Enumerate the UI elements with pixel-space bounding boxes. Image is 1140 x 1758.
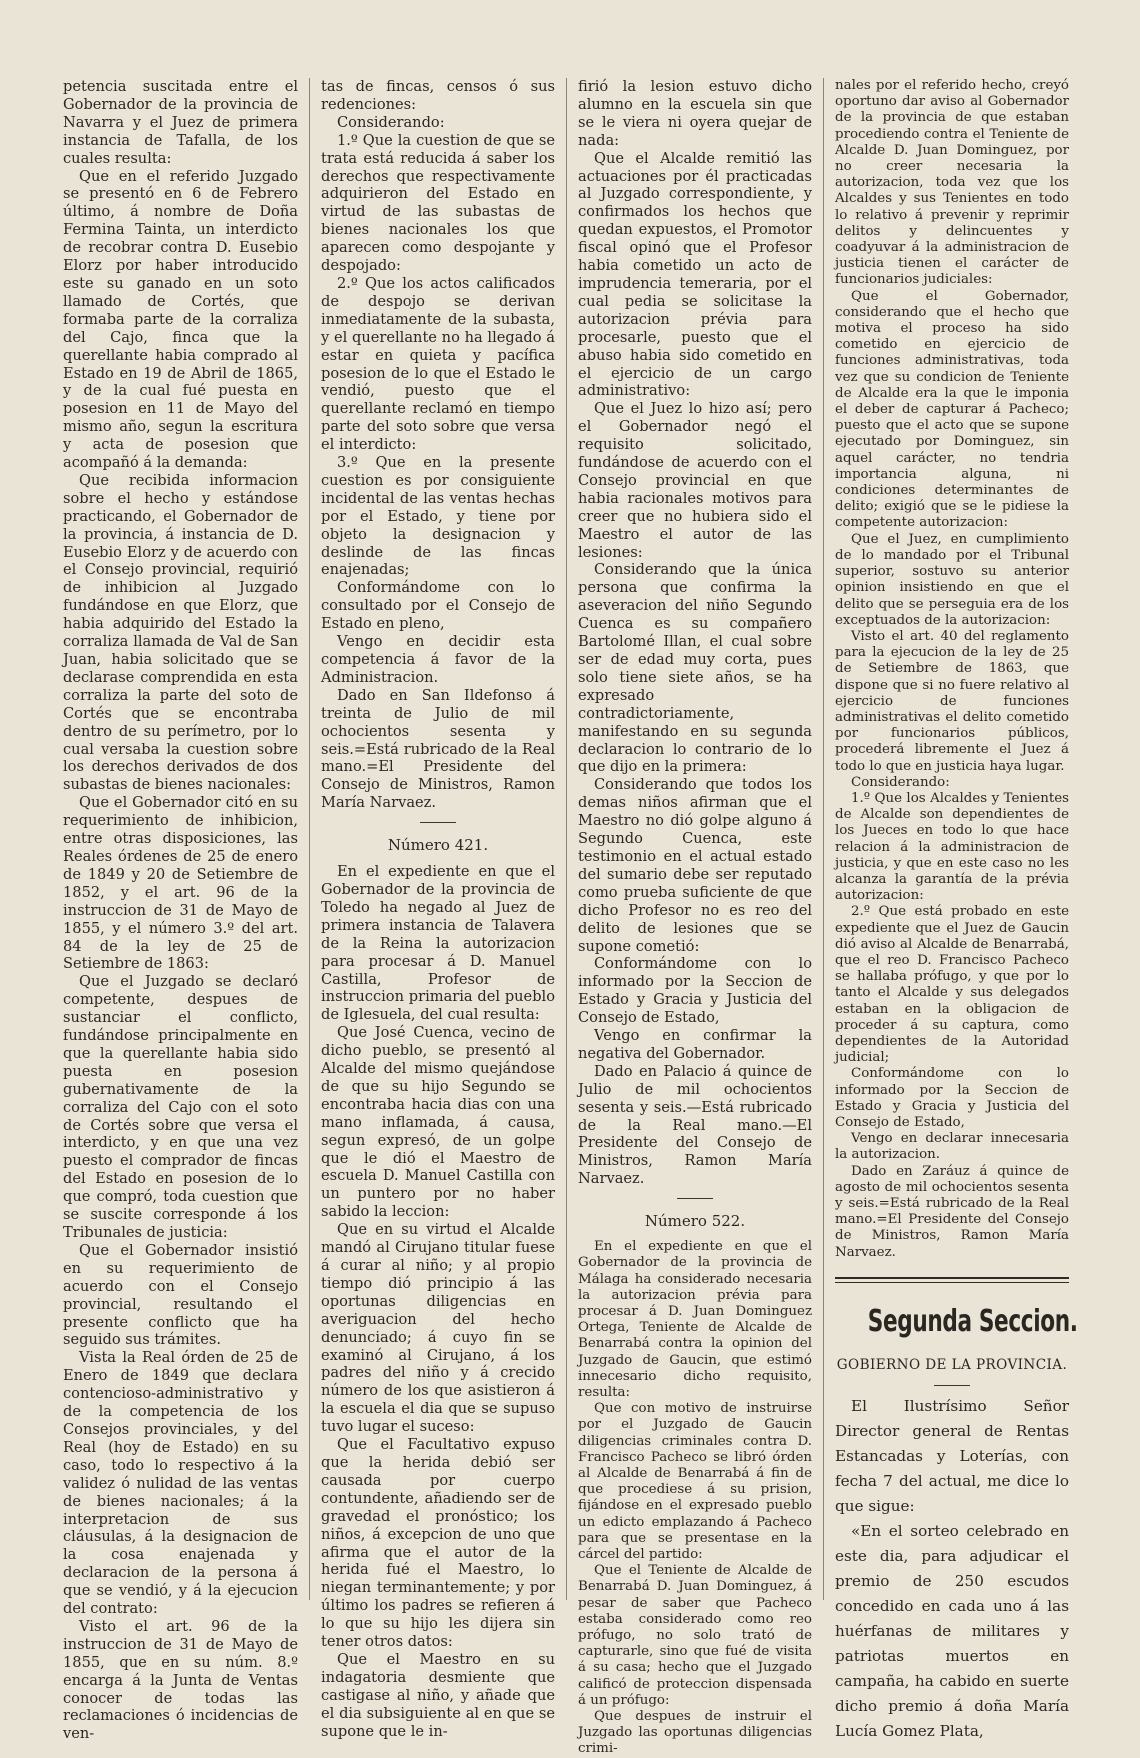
paragraph: 2.º Que los actos calificados de despojo se derivan inmediatamente de la subasta, y el querellante no ha llegado á estar en quieta y pacífica posesion de lo que el Estado le vendió, puesto que el querellante reclamó en tiempo parte del soto sobre que versa el interdicto: [321,274,555,454]
paragraph: El Ilustrísimo Señor Director general de Rentas Estancadas y Loterías, con fecha 7 del actual, me dice lo que sigue: [835,1396,1069,1515]
paragraph: Que el Facultativo expuso que la herida debió ser causada por cuerpo contundente, añadiendo ser de gravedad el pronóstico; los niños, á excepcion de uno que afirma que el autor de la herida fué el Maestro, lo niegan terminantemente; y por último los padres se refieren á lo que su hijo les dijera sin tener otros datos: [321,1436,555,1651]
paragraph: 3.º Que en la presente cuestion es por consiguiente incidental de las ventas hechas por el Estado, y tiene por objeto la designacion y deslinde de las fincas enajenadas; [321,454,555,579]
paragraph: Considerando: [337,113,445,131]
small-type-block [578,1239,812,1758]
paragraph: Que el Maestro en su indagatoria desmiente que castigase al niño, y añade que el dia subsiguiente al en que se supone que le in- [321,1650,555,1740]
paragraph: Que el Gobernador insistió en su requerimiento de acuerdo con el Consejo provincial, resultando el presente conflicto que ha seguido sus trámites. [63,1241,298,1349]
paragraph: Vengo en declarar innecesaria la autorizacion. [835,1131,1069,1163]
paragraph: En el expediente en que el Gobernador de la provincia de Málaga ha considerado necesaria la autorizacion prévia para procesar á D. Juan Dominguez Ortega, Teniente de Alcalde de Benarrabá contra la opinion del Juzgado de Gaucin, que estimó innecesario dicho requisito, resulta: [578,1239,812,1400]
section-divider [835,1277,1069,1283]
paragraph: Que el Gobernador citó en su requerimiento de inhibicion, entre otras disposiciones, las Reales órdenes de 25 de enero de 1849 y 20 de Setiembre de 1852, y el art. 96 de la instruccion de 31 de Mayo de 1855, y el número 3.º del art. 84 de la ley de 25 de Setiembre de 1863: [63,794,298,973]
paragraph: Conformándome con lo informado por la Seccion de Estado y Gracia y Justicia del Consejo de Estado, [835,1066,1069,1130]
section-title: Segunda Seccion. [867,1303,1078,1339]
paragraph: petencia suscitada entre el Gobernador de la provincia de Navarra y el Juez de primera instancia de Tafalla, de los cuales resulta: [63,78,298,167]
paragraph: Vengo en decidir esta competencia á favor de la Administracion. [321,633,555,686]
paragraph: Que el Gobernador, considerando que el hecho que motiva el proceso ha sido cometido en ejercicio de funciones administrativas, toda vez que su condicion de Teniente de Alcalde era la que le imponia el deber de capturar á Pacheco; puesto que el acto que se supone ejecutado por Dominguez, sin aquel carácter, no tendria importancia alguna, ni condiciones determinantes de delito; exigió que se le pidiese la competente autorizacion: [835,288,1069,531]
large-type-block [835,1394,1069,1744]
column-2 [309,78,566,1740]
paragraph: Que el Juez lo hizo así; pero el Gobernador negó el requisito solicitado, fundándose de acuerdo con el Consejo provincial en que habia racionales motivos para creer que no hubiera sido el Maestro el autor de las lesiones: [578,400,812,561]
paragraph: Que con motivo de instruirse por el Juzgado de Gaucin diligencias criminales contra D. Francisco Pacheco se libró órden al Alcalde de Benarrabá á fin de que procediese á su prision, fijándose en el expresado pueblo un edicto emplazando á Pacheco para que se presentase en la cárcel del partido: [578,1401,812,1562]
paragraph: Dado en San Ildefonso á treinta de Julio de mil ochocientos sesenta y seis.=Está rubricado de la Real mano.=El Presidente del Consejo de Ministros, Ramon María Narvaez. [321,686,555,812]
paragraph: 1.º Que los Alcaldes y Tenientes de Alcalde son dependientes de los Jueces en todo lo que hace relacion á la administracion de justicia, y que en este caso no les alcanza la garantía de la prévia autorizacion: [835,790,1069,904]
paragraph: Que en su virtud el Alcalde mandó al Cirujano titular fuese á curar al niño; y al propio tiempo dió principio á las oportunas diligencias en averiguacion del hecho denunciado; á cuyo fin se examinó al Cirujano, á los padres del niño y á crecido número de los que asistieron á la escuela el dia que se supuso tuvo lugar el suceso: [321,1221,555,1436]
column-1 [52,78,309,1743]
paragraph: Que en el referido Juzgado se presentó en 6 de Febrero último, á nombre de Doña Fermina Tainta, un interdicto de recobrar contra D. Eusebio Elorz por haber introducido este su ganado en un soto llamado de Cortés, que formaba parte de la corraliza del Cajo, finca que la querellante habia comprado al Estado en 19 de Abril de 1865, y de la cual fué puesta en posesion en 11 de Mayo del mismo año, segun la escritura y acta de posesion que acompañó á la demanda: [63,167,298,472]
paragraph: Que el Alcalde remitió las actuaciones por él practicadas al Juzgado correspondiente, y confirmados los hechos que quedan expuestos, el Promotor fiscal opinó que el Profesor habia cometido un acto de imprudencia temeraria, por el cual pedia se solicitase la autorizacion prévia para procesarle, puesto que el abuso habia sido cometido en el ejercicio de un cargo administrativo: [578,149,812,400]
paragraph: Que el Juez, en cumplimiento de lo mandado por el Tribunal superior, sostuvo su anterior opinion insistiendo en que el delito que se perseguia era de los exceptuados de la autorizacion: [835,531,1069,628]
paragraph: firió la lesion estuvo dicho alumno en la escuela sin que se le viera ni oyera quejar de nada: [578,78,812,149]
paragraph: Vengo en confirmar la negativa del Gobernador. [578,1027,812,1062]
column-3 [566,78,823,1757]
paragraph: «En el sorteo celebrado en este dia, para adjudicar el premio de 250 escudos concedido en cada uno á las huérfanas de militares y patriotas muertos en campaña, ha cabido en suerte dicho premio á doña María Lucía Gomez Plata, [835,1521,1069,1740]
paragraph: Visto el art. 96 de la instruccion de 31 de Mayo de 1855, que en su núm. 8.º encarga á la Junta de Ventas conocer de todas las reclamaciones ó incidencias de ven- [63,1617,298,1743]
small-type-block [835,78,1069,1261]
paragraph: Dado en Zaráuz á quince de agosto de mil ochocientos sesenta y seis.=Está rubricado de la Real mano.=El Presidente del Consejo de Ministros, Ramon María Narvaez. [835,1163,1069,1260]
paragraph: Que José Cuenca, vecino de dicho pueblo, se presentó al Alcalde del mismo quejándose de que su hijo Segundo se encontraba hacia dias con una mano inflamada, á causa, segun expresó, de un golpe que le dió el Maestro de escuela D. Manuel Castilla con un puntero por no haber sabido la leccion: [321,1024,555,1221]
subsection-heading: GOBIERNO DE LA PROVINCIA. [836,1356,1068,1373]
paragraph: 2.º Que está probado en este expediente que el Juez de Gaucin dió aviso al Alcalde de Benarrabá, que el reo D. Francisco Pacheco se hallaba prófugo, y que por lo tanto el Alcalde y sus delegados estaban en la obligacion de proceder á su captura, como dependientes de la Autoridad judicial; [835,904,1069,1066]
paragraph: 1.º Que la cuestion de que se trata está reducida á saber los derechos que respectivamente adquirieron del Estado en virtud de las subastas de bienes nacionales los que aparecen como despojante y despojado: [321,131,555,275]
paragraph: tas de fincas, censos ó sus redenciones: [321,78,555,113]
paragraph: Que despues de instruir el Juzgado las oportunas diligencias crimi- [578,1708,812,1757]
paragraph: Vista la Real órden de 25 de Enero de 1849 que declara contencioso-administrativo y de la competencia de los Consejos provinciales, y del Real (hoy de Estado) en su caso, todo lo respectivo á la validez ó nulidad de las ventas de bienes nacionales; á la interpretacion de sus cláusulas, á la designacion de la cosa enajenada y declaracion de la persona á que se vendió, y á la ejecucion del contrato: [63,1349,298,1618]
paragraph: Visto el art. 40 del reglamento para la ejecucion de la ley de 25 de Setiembre de 1863, que dispone que si no fuere relativo al ejercicio de funciones administrativas el delito cometido por funcionarios públicos, procederá libremente el Juez á todo lo que en justicia haya lugar. [835,628,1069,774]
paragraph: Que el Teniente de Alcalde de Benarrabá D. Juan Dominguez, á pesar de saber que Pacheco estaba considerado como reo prófugo, no solo trató de capturarle, sino que fué de visita á su casa; hecho que el Juzgado calificó de proteccion dispensada á un prófugo: [578,1563,812,1708]
divider [420,822,456,823]
divider [677,1198,713,1199]
paragraph: nales por el referido hecho, creyó oportuno dar aviso al Gobernador de la provincia de que estaban procediendo contra el Teniente de Alcalde D. Juan Dominguez, por no creer necesaria la autorizacion, toda vez que los Alcaldes y sus Tenientes en todo lo relativo á prevenir y reprimir delitos y delincuentes y coadyuvar á la administracion de justicia tienen el carácter de funcionarios judiciales: [835,78,1069,288]
paragraph: Que recibida informacion sobre el hecho y estándose practicando, el Gobernador de la provincia, á instancia de D. Eusebio Elorz y de acuerdo con el Consejo provincial, requirió de inhibicion al Juzgado fundándose en que Elorz, que habia adquirido del Estado la corraliza llamada de Val de San Juan, habia solicitado que se declarase comprendida en esta corraliza la parte del soto de Cortés que se encontraba dentro de su perímetro, por lo cual versaba la cuestion sobre los derechos derivados de dos subastas de bienes nacionales: [63,471,298,794]
paragraph: Considerando que la única persona que confirma la aseveracion del niño Segundo Cuenca es su compañero Bartolomé Illan, el cual sobre ser de edad muy corta, pues solo tiene siete años, se ha expresado contradictoriamente, manifestando en su segunda declaracion lo contrario de lo que dijo en la primera: [578,561,812,776]
column-4 [823,78,1080,1740]
paragraph: Considerando que todos los demas niños afirman que el Maestro no dió golpe alguno á Segundo Cuenca, este testimonio en el actual estado del sumario debe ser reputado como prueba suficiente de que dicho Profesor no es reo del delito de lesiones que se supone cometió: [578,776,812,955]
paragraph: Considerando: [851,774,950,790]
paragraph: Conformándome con lo informado por la Seccion de Estado y Gracia y Justicia del Consejo de Estado, [578,955,812,1027]
divider [934,1385,970,1386]
decree-heading: Número 421. [387,836,489,855]
paragraph: Dado en Palacio á quince de Julio de mil ochocientos sesenta y seis.—Está rubricado de la Real mano.—El Presidente del Consejo de Ministros, Ramon María Narvaez. [578,1062,812,1188]
paragraph: En el expediente en que el Gobernador de la provincia de Toledo ha negado al Juez de primera instancia de Talavera de la Reina la autorizacion para procesar á D. Manuel Castilla, Profesor de instruccion primaria del pueblo de Iglesuela, del cual resulta: [321,863,555,1024]
paragraph: Que el Juzgado se declaró competente, despues de sustanciar el conflicto, fundándose principalmente en que la querellante habia sido puesta en posesion gubernativamente de la corraliza del Cajo con el soto de Cortés sobre que versa el interdicto, y en que una vez puesto el comprador de fincas del Estado en posesion de lo que compró, toda cuestion que se suscite corresponde á los Tribunales de justicia: [63,973,298,1241]
paragraph: Conformándome con lo consultado por el Consejo de Estado en pleno, [321,579,555,633]
decree-heading: Número 522. [644,1212,746,1231]
